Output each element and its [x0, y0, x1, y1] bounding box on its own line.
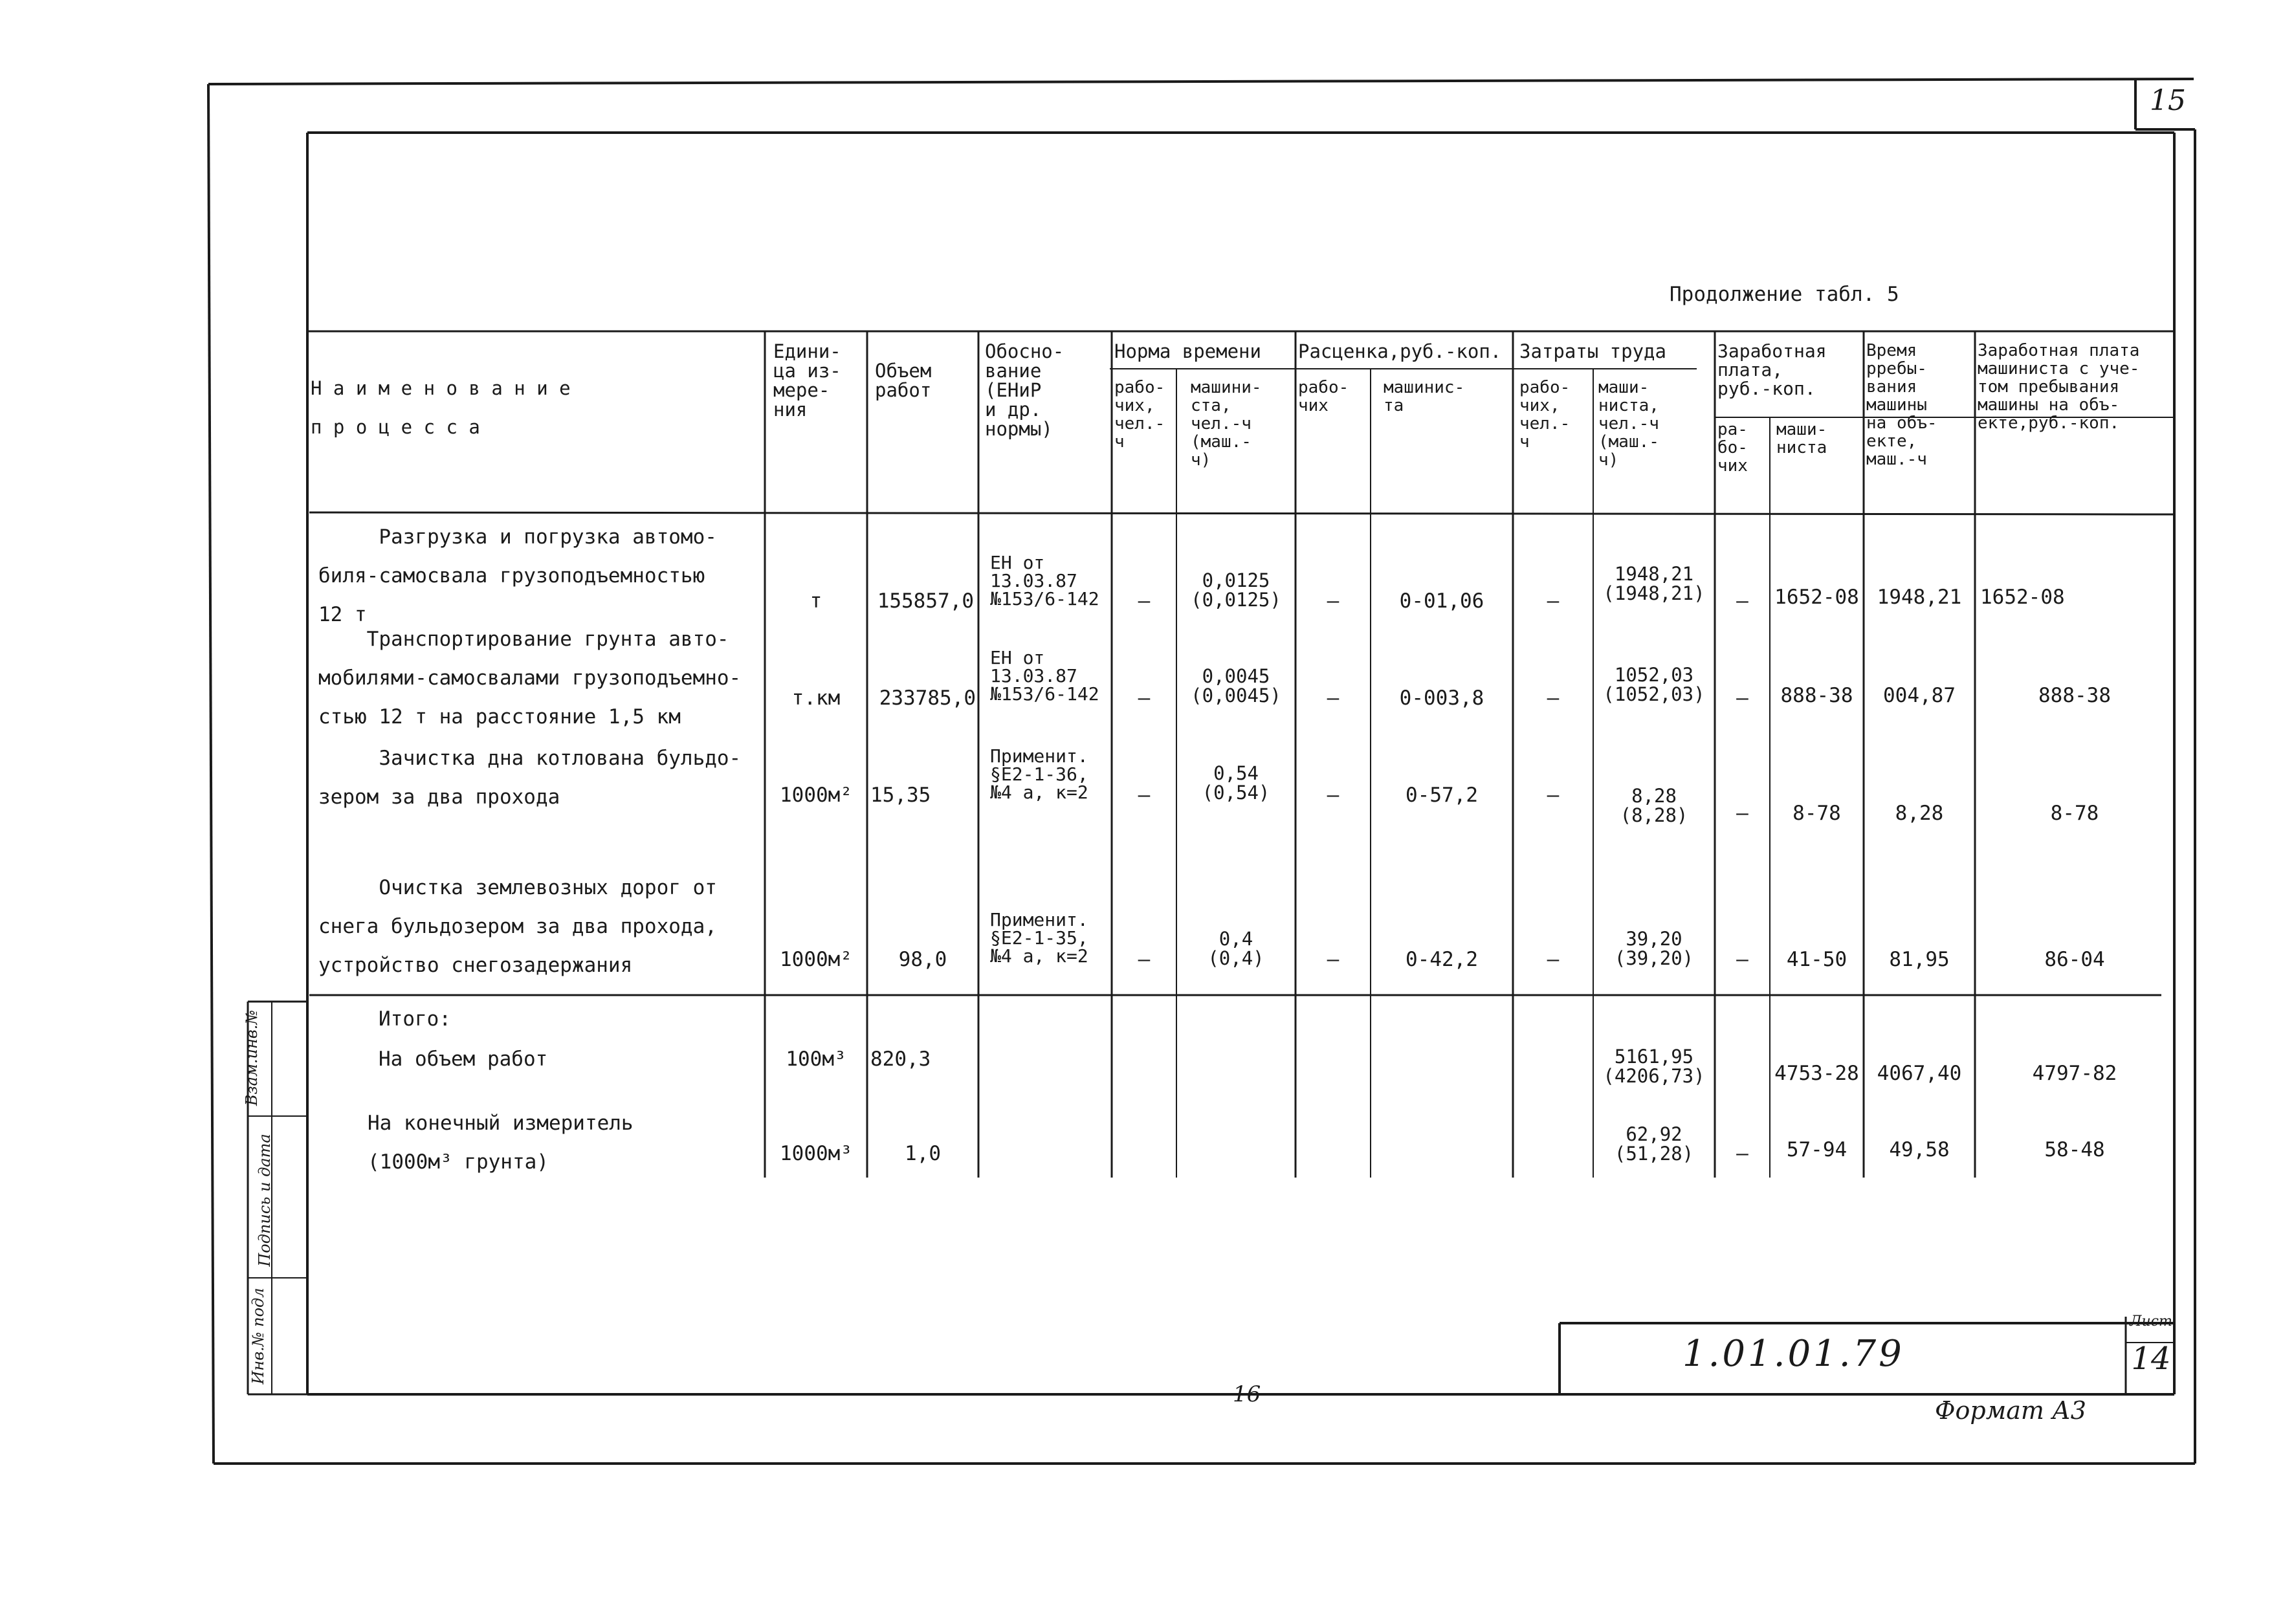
header-basis: Обосно- вание (ЕНиР и др. нормы) — [985, 340, 1064, 440]
row-operator-total: 1652-08 — [1980, 586, 2065, 609]
header-operator-wage-total: Заработная плата машиниста с уче- том пребывания машины на объ- екте,руб.-коп. — [1978, 341, 2140, 433]
row-rate-operator: 0-42,2 — [1406, 948, 1478, 971]
side-stamp-signature: Подпись и дата — [256, 1134, 274, 1267]
row-tn-operator: 0,54 (0,54) — [1202, 762, 1270, 804]
row-tn-workers: – — [1138, 784, 1151, 807]
row-tn-workers: – — [1138, 948, 1151, 971]
row-basis: Применит. §Е2-1-36, №4 а, к=2 — [990, 745, 1088, 803]
row-tn-operator: 0,0045 (0,0045) — [1191, 665, 1281, 707]
totals-final-wage-workers: – — [1736, 1142, 1748, 1165]
row-rate-operator: 0-003,8 — [1399, 686, 1484, 710]
row-rate-operator: 0-01,06 — [1399, 589, 1484, 613]
row-name: Транспортирование грунта авто- мобилями-самосвалами грузоподъемно- стью 12 т на расстояние 1,5 км — [318, 628, 742, 729]
header-labor-workers: рабо- чих, чел.- ч — [1519, 378, 1571, 452]
row-wage-workers: – — [1736, 802, 1748, 825]
row-labor-operator: 1052,03 (1052,03) — [1603, 664, 1705, 705]
row-volume: 98,0 — [898, 948, 947, 971]
row-operator-total: 8-78 — [2050, 802, 2099, 825]
row-rate-workers: – — [1327, 589, 1340, 613]
totals-volume-volume: 820,3 — [870, 1048, 931, 1071]
header-wage-operator: маши- ниста — [1776, 420, 1827, 457]
row-labor-operator: 39,20 (39,20) — [1614, 928, 1694, 969]
row-name: Разгрузка и погрузка автомо- биля-самосвала грузоподъемностью 12 т — [318, 525, 717, 626]
format-label: Формат А3 — [1935, 1396, 2086, 1425]
row-wage-workers: – — [1736, 948, 1748, 971]
totals-volume-labor-operator: 5161,95 (4206,73) — [1603, 1046, 1705, 1087]
header-wage-workers: ра- бо- чих — [1717, 420, 1748, 476]
header-wage: Заработная плата, руб.-коп. — [1717, 340, 1827, 399]
row-labor-workers: – — [1547, 948, 1560, 971]
totals-final-name: На конечный измеритель (1000м³ грунта) — [368, 1112, 634, 1174]
row-rate-workers: – — [1327, 686, 1340, 710]
side-stamp-inventory: Инв.№ подл — [249, 1288, 267, 1385]
row-name: Зачистка дна котлована бульдо- зером за два прохода — [318, 747, 742, 809]
row-operator-total: 888-38 — [2038, 684, 2111, 707]
bottom-page-number: 16 — [1233, 1381, 1261, 1407]
side-stamp-replaced: Взам.инв.№ — [243, 1009, 261, 1106]
row-tn-workers: – — [1138, 686, 1151, 710]
totals-label: Итого: — [379, 1007, 451, 1031]
row-machine-time: 004,87 — [1883, 684, 1956, 707]
row-wage-operator: 1652-08 — [1774, 586, 1859, 609]
totals-final-volume: 1,0 — [905, 1142, 941, 1165]
header-time-norm: Норма времени — [1114, 340, 1261, 362]
totals-volume-unit: 100м³ — [786, 1048, 846, 1071]
row-machine-time: 8,28 — [1895, 802, 1944, 825]
row-rate-operator: 0-57,2 — [1406, 784, 1478, 807]
row-labor-operator: 8,28 (8,28) — [1620, 785, 1688, 826]
row-tn-workers: – — [1138, 589, 1151, 613]
totals-volume-wage-operator: 4753-28 — [1774, 1062, 1859, 1085]
totals-volume-operator-total: 4797-82 — [2032, 1062, 2117, 1085]
row-wage-workers: – — [1736, 686, 1748, 710]
header-time-norm-workers: рабо- чих, чел.- ч — [1114, 378, 1165, 452]
row-tn-operator: 0,0125 (0,0125) — [1191, 569, 1281, 611]
header-labor: Затраты труда — [1519, 340, 1666, 362]
header-volume: Объем работ — [875, 360, 932, 401]
row-volume: 233785,0 — [879, 686, 976, 710]
header-rate-operator: машинис- та — [1384, 378, 1465, 415]
header-rate-workers: рабо- чих — [1298, 378, 1349, 415]
row-basis: ЕН от 13.03.87 №153/6-142 — [990, 552, 1099, 609]
row-machine-time: 81,95 — [1889, 948, 1950, 971]
header-machine-time: Время pребы- вания машины на объ- екте, маш.-ч — [1866, 341, 1937, 469]
row-machine-time: 1948,21 — [1877, 586, 1962, 609]
sheet-label: Лист — [2130, 1313, 2172, 1330]
totals-volume-name: На объем работ — [379, 1048, 548, 1071]
row-volume: 15,35 — [870, 784, 931, 807]
row-wage-operator: 888-38 — [1780, 684, 1853, 707]
header-unit: Едини- ца из- мере- ния — [773, 340, 841, 421]
header-labor-operator: маши- ниста, чел.-ч (маш.- ч) — [1598, 378, 1659, 470]
header-process-name: Н а и м е н о в а н и е п р о ц е с с а — [311, 377, 571, 438]
row-tn-operator: 0,4 (0,4) — [1208, 928, 1264, 969]
row-labor-workers: – — [1547, 589, 1560, 613]
row-wage-workers: – — [1736, 589, 1748, 613]
totals-final-labor-operator: 62,92 (51,28) — [1614, 1123, 1694, 1165]
top-page-number: 15 — [2150, 84, 2186, 117]
continuation-label: Продолжение табл. 5 — [1670, 283, 1899, 306]
document-code: 1.01.01.79 — [1682, 1333, 1904, 1375]
totals-final-wage-operator: 57-94 — [1786, 1138, 1847, 1161]
sheet-number: 14 — [2131, 1341, 2171, 1377]
row-unit: т.км — [791, 686, 841, 710]
row-labor-operator: 1948,21 (1948,21) — [1603, 563, 1705, 604]
row-unit: т — [810, 589, 822, 613]
row-basis: ЕН от 13.03.87 №153/6-142 — [990, 647, 1099, 705]
totals-volume-machine-time: 4067,40 — [1877, 1062, 1962, 1085]
row-basis: Применит. §Е2-1-35, №4 а, к=2 — [990, 909, 1088, 967]
row-name: Очистка землевозных дорог от снега бульдозером за два прохода, устройство снегозадержания — [318, 876, 717, 977]
row-volume: 155857,0 — [877, 589, 974, 613]
row-unit: 1000м² — [780, 948, 852, 971]
row-labor-workers: – — [1547, 686, 1560, 710]
row-labor-workers: – — [1547, 784, 1560, 807]
totals-final-unit: 1000м³ — [780, 1142, 852, 1165]
row-rate-workers: – — [1327, 948, 1340, 971]
totals-final-operator-total: 58-48 — [2044, 1138, 2105, 1161]
row-wage-operator: 41-50 — [1786, 948, 1847, 971]
header-time-norm-operator: машини- ста, чел.-ч (маш.- ч) — [1191, 378, 1262, 470]
row-operator-total: 86-04 — [2044, 948, 2105, 971]
row-unit: 1000м² — [780, 784, 852, 807]
row-rate-workers: – — [1327, 784, 1340, 807]
totals-final-machine-time: 49,58 — [1889, 1138, 1950, 1161]
row-wage-operator: 8-78 — [1792, 802, 1841, 825]
header-rate: Расценка,руб.-коп. — [1298, 340, 1502, 362]
